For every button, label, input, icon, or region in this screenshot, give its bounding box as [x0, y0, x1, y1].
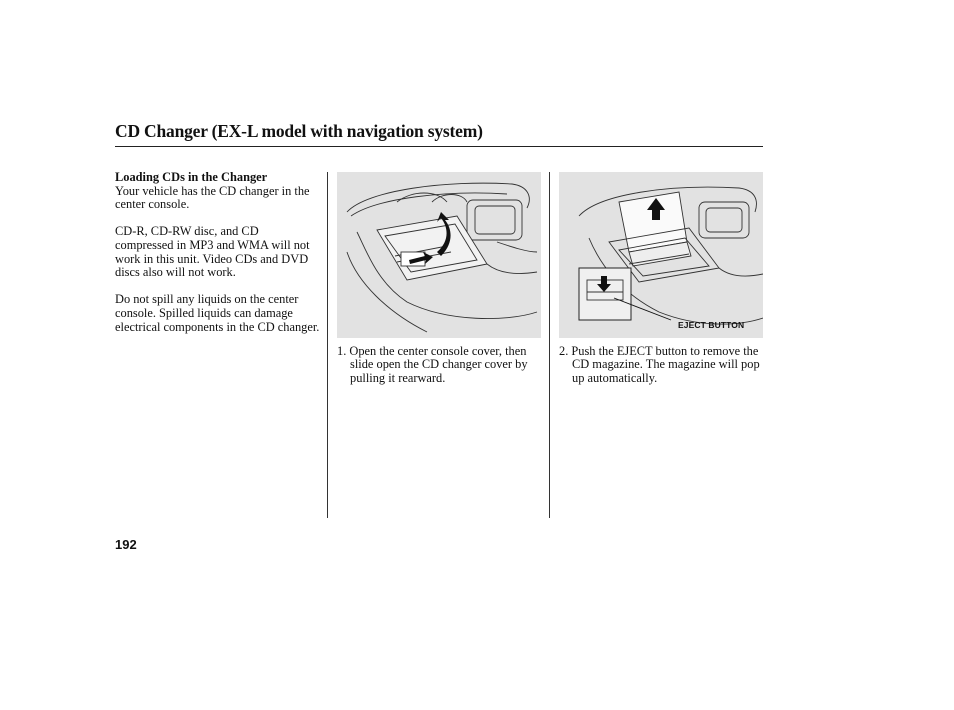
intro-paragraph-2: CD-R, CD-RW disc, and CD compressed in MP3 and WMA will not work in this unit. Video CDs and DVD discs also will not work. — [115, 224, 310, 280]
intro-column — [115, 171, 320, 348]
title-divider — [115, 146, 763, 147]
console-illustration-1 — [337, 172, 541, 338]
step-1-text: 1. Open the center console cover, then slide open the CD changer cover by pulling it rearward. — [337, 344, 528, 385]
intro-paragraph-3: Do not spill any liquids on the center console. Spilled liquids can damage electrical components in the CD changer. — [115, 292, 320, 334]
eject-button-callout: EJECT BUTTON — [678, 320, 745, 330]
intro-paragraph-1: Your vehicle has the CD changer in the center console. — [115, 183, 310, 212]
figure-eject-magazine — [559, 172, 763, 338]
column-divider-1 — [327, 172, 328, 518]
console-illustration-2 — [559, 172, 763, 338]
section-heading: Loading CDs in the Changer — [115, 170, 268, 184]
step-2-text: 2. Push the EJECT button to remove the CD magazine. The magazine will pop up automatically. — [559, 344, 760, 385]
page-title: CD Changer (EX-L model with navigation system) — [115, 121, 483, 141]
page-number: 192 — [115, 537, 137, 552]
figure-open-console — [337, 172, 541, 338]
